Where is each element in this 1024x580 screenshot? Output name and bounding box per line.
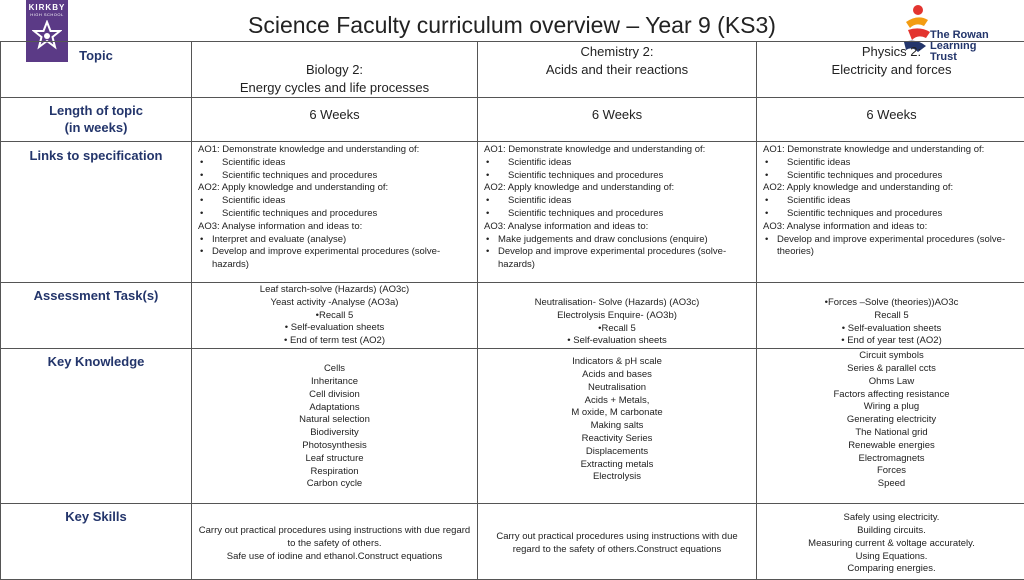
- knowledge-item: Biodiversity: [192, 427, 477, 440]
- knowledge-item: Natural selection: [192, 414, 477, 427]
- knowledge-item: Speed: [757, 478, 1024, 491]
- assessment-item: Yeast activity -Analyse (AO3a): [192, 297, 477, 310]
- ao-item: • Develop and improve experimental procedures (solve-hazards): [484, 246, 752, 272]
- length-row: [1, 98, 1024, 142]
- assessment-item: •Recall 5: [478, 323, 756, 336]
- topic-chemistry-line1: Chemistry 2:: [478, 42, 756, 61]
- knowledge-item: Series & parallel ccts: [757, 363, 1024, 376]
- knowledge-item: Inheritance: [192, 376, 477, 389]
- knowledge-item: Electrolysis: [478, 471, 756, 484]
- trust-logo-line2: Learning Trust: [930, 41, 998, 63]
- length-biology: 6 Weeks: [192, 98, 477, 124]
- length-chemistry: 6 Weeks: [478, 98, 756, 124]
- ao-item: • Scientific techniques and procedures: [484, 208, 752, 221]
- knowledge-cell-physics: [757, 349, 1024, 504]
- ao3-text: AO3: Analyse information and ideas to:: [763, 221, 1022, 234]
- ao2-text: AO2: Apply knowledge and understanding of:: [198, 182, 473, 195]
- topic-row: [1, 42, 1024, 98]
- knowledge-item: Forces: [757, 465, 1024, 478]
- ao-item: • Scientific techniques and procedures: [763, 170, 1022, 183]
- knowledge-item: Acids + Metals,: [478, 395, 756, 408]
- skills-item: Safe use of iodine and ethanol.Construct equations: [194, 551, 475, 564]
- assessment-row: [1, 283, 1024, 349]
- length-cell-physics: [757, 98, 1024, 142]
- assessment-item: • Self-evaluation sheets: [478, 335, 756, 348]
- ao1-text: AO1: Demonstrate knowledge and understanding of:: [484, 144, 752, 157]
- ao2-text: AO2: Apply knowledge and understanding of:: [763, 182, 1022, 195]
- knowledge-cell-biology: [192, 349, 478, 504]
- knowledge-item: Making salts: [478, 420, 756, 433]
- knowledge-item: Respiration: [192, 466, 477, 479]
- links-cell-chemistry: [478, 142, 757, 283]
- skills-row: [1, 504, 1024, 580]
- knowledge-item: M oxide, M carbonate: [478, 407, 756, 420]
- assessment-item: Neutralisation- Solve (Hazards) (AO3c): [478, 297, 756, 310]
- topic-header-label: Topic: [1, 42, 191, 63]
- skills-header: [1, 504, 192, 580]
- knowledge-item: Displacements: [478, 446, 756, 459]
- assessment-item: •Recall 5: [192, 310, 477, 323]
- ao1-text: AO1: Demonstrate knowledge and understanding of:: [763, 144, 1022, 157]
- assessment-item: • Self-evaluation sheets: [192, 322, 477, 335]
- ao3-text: AO3: Analyse information and ideas to:: [198, 221, 473, 234]
- assessment-item: • End of term test (AO2): [192, 335, 477, 348]
- knowledge-item: Carbon cycle: [192, 478, 477, 491]
- length-header-line1: Length of topic: [1, 102, 191, 119]
- assessment-item: • Self-evaluation sheets: [757, 323, 1024, 336]
- ao2-text: AO2: Apply knowledge and understanding of:: [484, 182, 752, 195]
- topic-cell-physics: [757, 42, 1024, 98]
- knowledge-item: Leaf structure: [192, 453, 477, 466]
- ao-item: • Scientific techniques and procedures: [763, 208, 1022, 221]
- links-header: [1, 142, 192, 283]
- ao-item: • Scientific techniques and procedures: [198, 208, 473, 221]
- trust-logo-line1: The Rowan: [930, 30, 998, 41]
- knowledge-item: The National grid: [757, 427, 1024, 440]
- topic-physics-line1: Physics 2:: [757, 42, 1024, 61]
- knowledge-item: Cell division: [192, 389, 477, 402]
- assessment-item: Electrolysis Enquire- (AO3b): [478, 310, 756, 323]
- skills-cell-chemistry: [478, 504, 757, 580]
- assessment-item: • End of year test (AO2): [757, 335, 1024, 348]
- ao3-text: AO3: Analyse information and ideas to:: [484, 221, 752, 234]
- knowledge-item: Neutralisation: [478, 382, 756, 395]
- topic-physics-line2: Electricity and forces: [757, 61, 1024, 79]
- knowledge-header: [1, 349, 192, 504]
- links-row: [1, 142, 1024, 283]
- assessment-cell-chemistry: [478, 283, 757, 349]
- links-cell-biology: [192, 142, 478, 283]
- knowledge-row: [1, 349, 1024, 504]
- knowledge-item: Acids and bases: [478, 369, 756, 382]
- knowledge-item: Generating electricity: [757, 414, 1024, 427]
- ao-item: • Develop and improve experimental procedures (solve-theories): [763, 234, 1022, 260]
- ao-item: • Interpret and evaluate (analyse): [198, 234, 473, 247]
- ao-item: • Scientific ideas: [763, 157, 1022, 170]
- knowledge-item: Indicators & pH scale: [478, 356, 756, 369]
- ao-item: • Scientific ideas: [763, 195, 1022, 208]
- knowledge-item: Renewable energies: [757, 440, 1024, 453]
- page-title: Science Faculty curriculum overview – Year 9 (KS3): [0, 12, 1024, 39]
- knowledge-item: Photosynthesis: [192, 440, 477, 453]
- ao1-text: AO1: Demonstrate knowledge and understanding of:: [198, 144, 473, 157]
- length-cell-biology: [192, 98, 478, 142]
- assessment-header-label: Assessment Task(s): [1, 283, 191, 303]
- knowledge-cell-chemistry: [478, 349, 757, 504]
- skills-item: Measuring current & voltage accurately.: [757, 538, 1024, 551]
- ao-item: • Scientific techniques and procedures: [198, 170, 473, 183]
- ao-item: • Scientific ideas: [198, 157, 473, 170]
- length-header-line2: (in weeks): [1, 119, 191, 136]
- skills-item: Safely using electricity.: [757, 512, 1024, 525]
- topic-cell-biology: [192, 42, 478, 98]
- ao-item: • Scientific ideas: [484, 195, 752, 208]
- links-cell-physics: [757, 142, 1024, 283]
- topic-biology-line1: Biology 2:: [192, 42, 477, 79]
- assessment-header: [1, 283, 192, 349]
- assessment-cell-biology: [192, 283, 478, 349]
- links-header-label: Links to specification: [1, 142, 191, 163]
- skills-item: Building circuits.: [757, 525, 1024, 538]
- knowledge-item: Extracting metals: [478, 459, 756, 472]
- school-logo-sub: HIGH SCHOOL: [26, 12, 68, 17]
- assessment-item: •Forces –Solve (theories))AO3c: [757, 297, 1024, 310]
- skills-header-label: Key Skills: [1, 504, 191, 524]
- knowledge-item: Reactivity Series: [478, 433, 756, 446]
- skills-cell-physics: [757, 504, 1024, 580]
- assessment-item: Recall 5: [757, 310, 1024, 323]
- knowledge-item: Ohms Law: [757, 376, 1024, 389]
- school-logo-name: KIRKBY: [26, 0, 68, 12]
- skills-item: Carry out practical procedures using instructions with due regard to the safety of others.: [194, 525, 475, 551]
- topic-chemistry-line2: Acids and their reactions: [478, 61, 756, 79]
- ao-item: • Develop and improve experimental procedures (solve-hazards): [198, 246, 473, 272]
- knowledge-item: Electromagnets: [757, 453, 1024, 466]
- skills-cell-biology: [192, 504, 478, 580]
- topic-biology-line2: Energy cycles and life processes: [192, 79, 477, 97]
- skills-item: Using Equations.: [757, 551, 1024, 564]
- topic-cell-chemistry: [478, 42, 757, 98]
- length-header: [1, 98, 192, 142]
- curriculum-table: [0, 41, 1024, 580]
- skills-item: Comparing energies.: [757, 563, 1024, 576]
- knowledge-item: Circuit symbols: [757, 350, 1024, 363]
- length-cell-chemistry: [478, 98, 757, 142]
- assessment-cell-physics: [757, 283, 1024, 349]
- length-physics: 6 Weeks: [757, 98, 1024, 124]
- ao-item: • Make judgements and draw conclusions (enquire): [484, 234, 752, 247]
- knowledge-header-label: Key Knowledge: [1, 349, 191, 369]
- ao-item: • Scientific techniques and procedures: [484, 170, 752, 183]
- knowledge-item: Wiring a plug: [757, 401, 1024, 414]
- ao-item: • Scientific ideas: [198, 195, 473, 208]
- knowledge-item: Adaptations: [192, 402, 477, 415]
- skills-item: Carry out practical procedures using instructions with due regard to the safety of others.Construct equations: [492, 531, 742, 557]
- knowledge-item: Cells: [192, 363, 477, 376]
- assessment-item: Leaf starch-solve (Hazards) (AO3c): [192, 284, 477, 297]
- topic-header: [1, 42, 192, 98]
- knowledge-item: Factors affecting resistance: [757, 389, 1024, 402]
- ao-item: • Scientific ideas: [484, 157, 752, 170]
